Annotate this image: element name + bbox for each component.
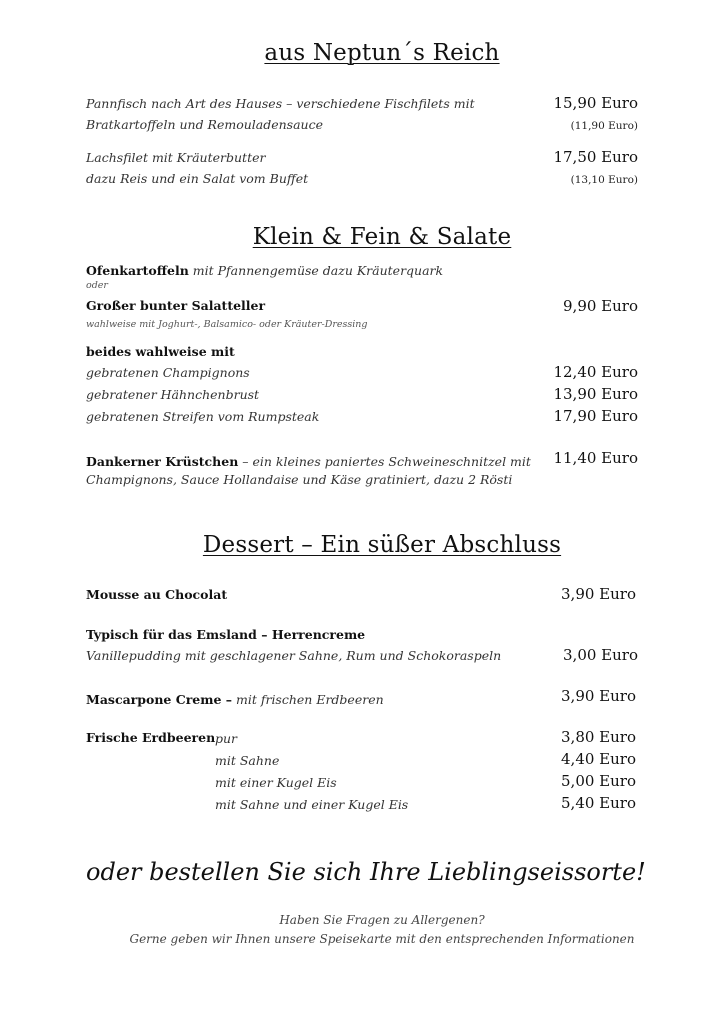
- option-rumpsteak: gebratenen Streifen vom Rumpsteak: [86, 409, 320, 424]
- kruestchen-desc: – ein kleines paniertes Schweineschnitzel mit: [238, 454, 531, 469]
- option-haehnchen-price: 13,90 Euro: [553, 385, 638, 403]
- erdbeeren-option-sahne-eis-price: 5,40 Euro: [561, 794, 636, 812]
- mousse-price: 3,90 Euro: [561, 585, 636, 603]
- ofenkartoffeln-name: Ofenkartoffeln: [86, 263, 189, 278]
- section-title-klein-fein: Klein & Fein & Salate: [252, 224, 512, 250]
- herrencreme-desc: Vanillepudding mit geschlagener Sahne, Rum und Schokoraspeln: [86, 648, 502, 663]
- section-title-neptun: aus Neptun´s Reich: [264, 40, 500, 66]
- beides-heading: beides wahlweise mit: [86, 344, 235, 359]
- option-rumpsteak-price: 17,90 Euro: [553, 407, 638, 425]
- kruestchen-line2: Champignons, Sauce Hollandaise und Käse gratiniert, dazu 2 Rösti: [86, 472, 513, 487]
- salatteller-price: 9,90 Euro: [563, 297, 638, 315]
- pannfisch-price: 15,90 Euro: [553, 94, 638, 112]
- herrencreme-name: Typisch für das Emsland – Herrencreme: [86, 627, 366, 642]
- erdbeeren-option-sahne-eis: mit Sahne und einer Kugel Eis: [215, 797, 409, 812]
- salatteller-name: Großer bunter Salatteller: [86, 298, 266, 313]
- lachsfilet-desc-line1: Lachsfilet mit Kräuterbutter: [86, 150, 266, 165]
- kruestchen-price: 11,40 Euro: [553, 449, 638, 467]
- option-champignons-price: 12,40 Euro: [553, 363, 638, 381]
- erdbeeren-option-sahne-price: 4,40 Euro: [561, 750, 636, 768]
- pannfisch-desc-line2: Bratkartoffeln und Remouladensauce: [86, 117, 323, 132]
- mousse-name: Mousse au Chocolat: [86, 587, 228, 602]
- kruestchen-name: Dankerner Krüstchen: [86, 454, 239, 469]
- lachsfilet-price: 17,50 Euro: [553, 148, 638, 166]
- mascarpone-line: [86, 689, 384, 708]
- pannfisch-desc-line1: Pannfisch nach Art des Hauses – verschiedene Fischfilets mit: [86, 96, 475, 111]
- ofenkartoffeln-desc: mit Pfannengemüse dazu Kräuterquark: [188, 263, 444, 278]
- option-champignons: gebratenen Champignons: [86, 365, 250, 380]
- erdbeeren-option-sahne: mit Sahne: [215, 753, 280, 768]
- herrencreme-price: 3,00 Euro: [563, 646, 638, 664]
- ofenkartoffeln-line: [86, 260, 443, 279]
- kruestchen-line1: [86, 451, 531, 470]
- allergen-info: Gerne geben wir Ihnen unsere Speisekarte mit den entsprechenden Informationen: [129, 932, 635, 946]
- mascarpone-price: 3,90 Euro: [561, 687, 636, 705]
- mascarpone-name: Mascarpone Creme –: [86, 692, 233, 707]
- allergen-question: Haben Sie Fragen zu Allergenen?: [279, 913, 485, 927]
- eissorte-slogan: oder bestellen Sie sich Ihre Lieblingseissorte!: [86, 858, 646, 886]
- section-title-dessert: Dessert – Ein süßer Abschluss: [202, 532, 562, 558]
- oder-text: oder: [86, 280, 108, 291]
- erdbeeren-option-eis-price: 5,00 Euro: [561, 772, 636, 790]
- lachsfilet-desc-line2: dazu Reis und ein Salat vom Buffet: [86, 171, 309, 186]
- erdbeeren-option-pur-price: 3,80 Euro: [561, 728, 636, 746]
- erdbeeren-option-pur: pur: [215, 731, 238, 746]
- erdbeeren-name: Frische Erdbeeren: [86, 730, 216, 745]
- mascarpone-desc: mit frischen Erdbeeren: [232, 692, 384, 707]
- pannfisch-price-small: (11,90 Euro): [570, 120, 638, 132]
- erdbeeren-option-eis: mit einer Kugel Eis: [215, 775, 337, 790]
- lachsfilet-price-small: (13,10 Euro): [570, 174, 638, 186]
- option-haehnchen: gebratener Hähnchenbrust: [86, 387, 260, 402]
- salatteller-note: wahlweise mit Joghurt-, Balsamico- oder Kräuter-Dressing: [86, 319, 368, 330]
